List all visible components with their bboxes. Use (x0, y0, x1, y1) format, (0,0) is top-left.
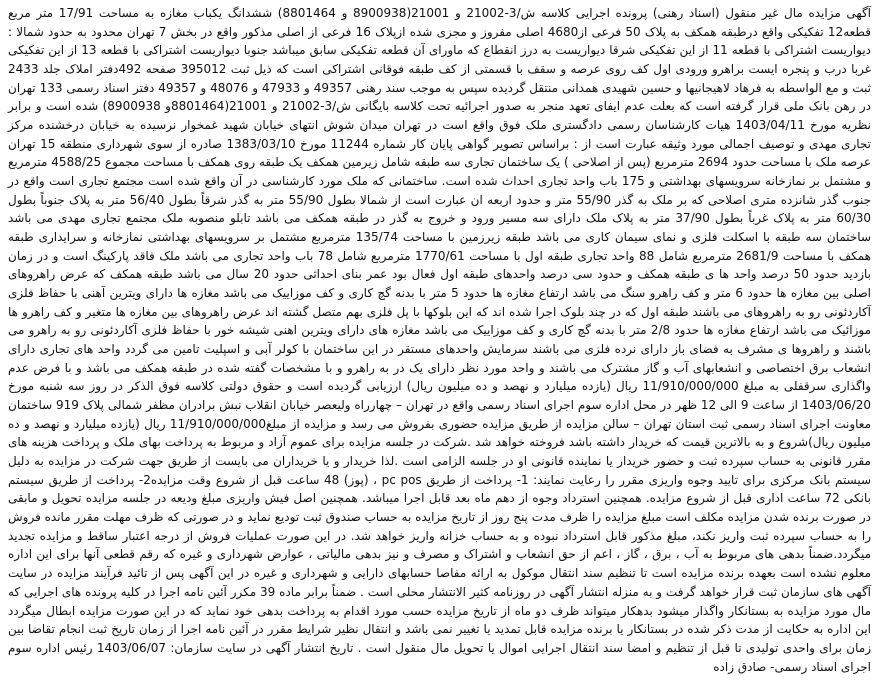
notice-signature: اداره سوم اجرای اسناد رسمی- صادق زاده (8, 640, 871, 674)
notice-body: آگهی مزایده مال غیر منقول (اسناد رهنی) پرونده اجرایی کلاسه ش/3-21002 و 21001(8900938 و 8801464) ششدانگ یکباب مغازه به مساحت 17/91 متر مربع قطعه12 تفکیکی واقع درطبقه همکف به پلاک 50 فرعی از4680 اصلی مفروز و مجزی شده ازپلاک 16 فرعی از اصلی مذکور واقع در بخش 7 تهران محدود به حدود شمالا : دیواریست اشتراکی با قطعه 11 از این تفکیکی شرقا دیواریست به درز انقطاع که ماورای آن قطعه تفکیکی سابق میباشد جنوبا دیواریست اشتراکی با قطعه 13 از این تفکیکی غربا درب و پنجره ایست براهرو ورودی اول کف روی عرصه و سقف با قسمتی از کف طبقه فوقانی اشتراکی است که ذیل ثبت 395012 صفحه 492دفتر املاک جلد 2433 ثبت و مع الواسطه به فرهاد لاهیجانیها و حسین شهیدی همدانی منتقل گردیده سپس به موجب سند رهنی 49357 و 47933 و 48076 و 49357 دفتر اسناد رسمی 133 تهران در رهن بانک ملی قرار گرفته است که بعلت عدم ایفای تعهد منجر به صدور اجرائیه تحت کلاسه بایگانی ش/3-21002 و 21001(8801464و 8900938) شده است و برابر نظریه مورخ 1403/04/11 هیات کارشناسان رسمی دادگستری ملک فوق واقع است در تهران میدان شوش انتهای خیابان شهید غمخوار نرسیده به خیابان درخشنده مرکز تجاری مهدی و توصیف اجمالی مورد وثیقه عبارت است از : براساس تصویر گواهی پایان کار شماره 11244 مورخ 1383/03/10 صادره از سوی شهرداری منطقه 15 تهران عرصه ملک با مساحت حدود 2694 مترمربع (پس از اصلاحی ) یک ساختمان تجاری سه طبقه شامل زیرمین همکف یک طبقه روی همکف با مساحت مجموع 4588/25 مترمربع و مشتمل بر نمازخانه سرویسهای بهداشتی و 175 باب واحد تجاری احداث شده است. ساختمانی که ملک مورد کارشناسی در آن واقع شده است مجتمع تجاری است واقع در جنوب گذر شانزده متری اصلاحی که بر ملک به گذر 55/90 متر و حدود اربعه ان عبارت است از شمالا بطول 55/90 متر به گذر شرقاً بطول 56/40 متر به پلاک جنوباً بطول 60/30 متر به پلاک غرباً بطول 37/90 متر به پلاک ملک دارای سه مسیر ورود و خروج به گذر در طبقه همکف می باشد تابلو منصوبه ملک مجتمع تجاری مهدی می باشد ساختمان سه طبقه با اسکلت فلزی و نمای سیمان کاری می باشد طبقه زیرزمین با مساحت 135/74 مترمربع مشتمل بر سرویسهای بهداشتی نمازخانه و سرایداری طبقه همکف با مساحت 2681/9 مترمربع شامل 88 واحد تجاری طبقه اول با مساحت 1770/61 مترمربع شامل 78 باب واحد تجاری می باشد ملک فاقد پارکینگ است و در زمان بازدید حدود 50 درصد واحد ها ی طبقه همکف و حدود سی درصد واحدهای طبقه اول فعال بود عمر بنای احداثی حدود 20 سال می باشد طبقه همکف که عرض راهروهای اصلی بین مغازه ها حدود 6 متر و کف راهرو سنگ می باشد ارتفاع مغازه ها حدود 5 متر با بدنه گچ کاری و کف موزاییک می باشد مغازه ها دارای ویترین آهنی با حفاظ فلزی آکاردئونی رو به راهروهای می باشند طبقه اول که در چند بلوک اجرا شده اند که این بلوکها با پل فلزی بهم متصل گشته اند عرض راهروهای بین مغازه ها متغیر و کف راهرو ها موزائیک می باشد ارتفاع مغازه ها حدود 2/8 متر با بدنه گچ کاری و کف موزاییک می باشد مغازه های دارای ویترین اهنی شیشه خور با حفاظ فلزی آکاردئونی رو به راهرو می باشند و راهروها ی مشرف به فضای باز دارای نرده فلزی می باشند سرمایش واحدهای مستقر در این ساختمان با کولر آبی و اسپلیت تامین می گردد واحد های تجاری دارای انشعاب برق اختصاصی و انشعابهای آب و گاز مشترک می باشند و واحد مورد نظر دارای یک در به راهرو و با مشخصات گفته شده در طبقه همکف می باشد و با فرض عدم واگذاری سرقفلی به مبلغ 11/910/000/000 ریال (یازده میلیارد و نهصد و ده میلیون ریال) ارزیابی گردیده است و حقوق دولتی کلاسه فوق الذکر در روز سه شنبه مورخ 1403/06/20 از ساعت 9 الی 12 ظهر در محل اداره سوم اجرای اسناد رسمی واقع در تهران – چهارراه ولیعصر خیابان انقلاب نبش برادران مظفر شمالی پلاک 919 ساختمان معاونت اجرای اسناد رسمی ثبت استان تهران – سالن مزایده از طریق مزایده حضوری بفروش می رسد و مزایده از مبلغ11/910/000/000 ریال (یازده میلیارد و نهصد و ده میلیون ریال)شروع و به بالاترین قیمت که خریدار داشته باشد فروخته خواهد شد .شرکت در جلسه مزایده برای عموم آزاد و مربوط به پرداخت بهای ملک و پرداخت هزینه های مقرر قانونی به حساب سپرده ثبت و حضور خریدار یا نماینده قانونی او در جلسه الزامی است .لذا خریدار و یا خریداران می بایست از طریق جهت شرکت در مزایده به دلیل سیستم بانک مرکزی برای تایید وجوه واریزی مقرر را رعایت نمایند: 1- پرداخت از طریق pc pos ، (پوز) 48 ساعت قبل از شروع وقت مزایده2- پرداخت از طریق سیستم بانکی 72 ساعت اداری قبل از شروع مزایده. همچنین استرداد وجوه از دهم ماه بعد قابل اجرا میباشد. همچنین اصل فیش واریزی مبلغ ودیعه در جلسه مزایده تحویل و مابقی در صورت برنده شدن مزایده مکلف است مبلغ مزایده را ظرف مدت پنج روز از تاریخ مزایده به حساب صندوق ثبت تودیع نماید و در صورتی که ظرف مهلت مقرر مانده فروش را به حساب سپرده ثبت واریز نکند، مبلغ مذکور قابل استرداد نبوده و به حساب خزانه واریز خواهد شد. در این صورت عملیات فروش از درجه اعتبار ساقط و مزایده تجدید میگردد.ضمناً بدهی های مربوط به آب ، برق ، گاز ، اعم از حق انشعاب و اشتراک و مصرف و نیز بدهی مالیاتی ، عوارض شهرداری و غیره که رقم قطعی آنها برای این اداره معلوم نشده است بعهده برنده مزایده است تا تنظیم سند انتقال موکول به ارائه مفاصا حسابهای دارایی و شهرداری و غیره در این آگهی پس از تائید فرآیند مزایده در سایت آگهی های سازمان ثبت قرار خواهد گرفت و به منزله انتشار آگهی در روزنامه کثیر الانتشار محلی است . ضمناً برابر ماده 39 مکرر آئین نامه اجرا در کلیه پرونده های اجرایی که مال مورد مزایده به بستانکار واگذار میشود بدهکار میتواند ظرف دو ماه از تاریخ مزایده حسب مورد اقدام به پرداخت بدهی خود نماید که در این صورت مزایده ابطال میگردد این اداره به حکایت از مدت ذکر شده در بستانکار یا برنده مزایده قابل تمدید یا تغییر نمی باشد و انتقال نظیر شرایط مقرر در آئین نامه اجرا از زمان تاریخ ثبت انجام تقاضا بین زمان برای واحدی تولیدی تا قبل از تنظیم و امضا سند انتقال اجرایی اموال یا تحویل مال منقول است . تاریخ انتشار آگهی در سایت سازمان: 1403/06/07 رئیس (8, 6, 872, 655)
auction-notice-text (8, 4, 871, 676)
